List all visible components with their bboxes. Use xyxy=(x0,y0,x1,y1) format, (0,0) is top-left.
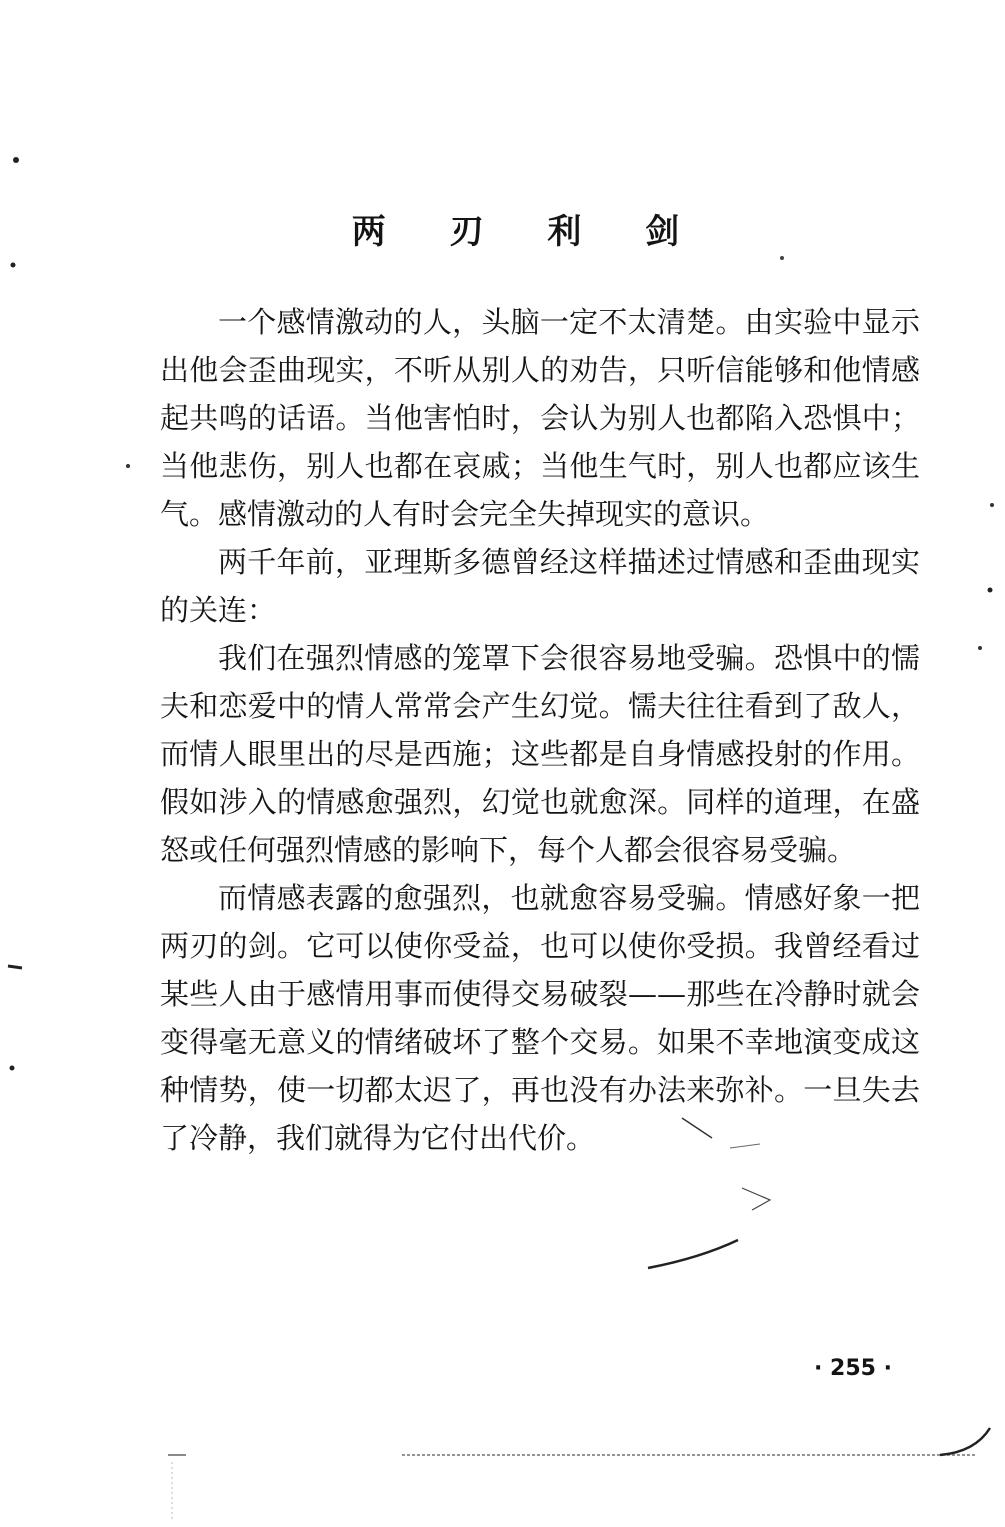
paragraph-4: 而情感表露的愈强烈，也就愈容易受骗。情感好象一把两刃的剑。它可以使你受益，也可以使你受损。我曾经看过某些人由于感情用事而使得交易破裂——那些在冷静时就会变得毫无意义的情绪破坏了整个交易。如果不幸地演变成这种情势，使一切都太迟了，再也没有办法来弥补。一旦失去了冷静，我们就得为它付出代价。 xyxy=(160,881,920,1155)
paragraph-1: 一个感情激动的人，头脑一定不太清楚。由实验中显示出他会歪曲现实，不听从别人的劝告，只听信能够和他情感起共鸣的话语。当他害怕时，会认为别人也都陷入恐惧中；当他悲伤，别人也都在哀戚；当他生气时，别人也都应该生气。感情激动的人有时会完全失掉现实的意识。 xyxy=(160,305,920,531)
chapter-title: 两 刃 利 剑 xyxy=(351,212,706,252)
paragraph-quote: 我们在强烈情感的笼罩下会很容易地受骗。恐惧中的懦夫和恋爱中的情人常常会产生幻觉。懦夫往往看到了敌人，而情人眼里出的尽是西施；这些都是自身情感投射的作用。假如涉入的情感愈强烈，幻觉也就愈深。同样的道理，在盛怒或任何强烈情感的影响下，每个人都会很容易受骗。 xyxy=(160,641,920,867)
paragraph-2: 两千年前，亚理斯多德曾经这样描述过情感和歪曲现实的关连： xyxy=(160,545,920,627)
page-number: · 255 · xyxy=(814,1356,892,1381)
